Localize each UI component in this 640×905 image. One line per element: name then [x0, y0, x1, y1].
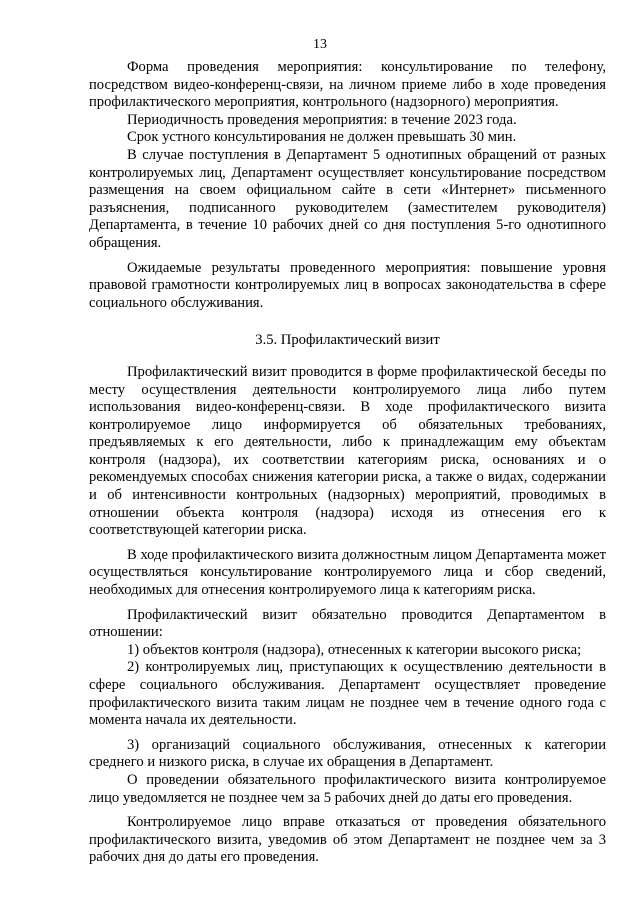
paragraph-similar-requests: В случае поступления в Департамент 5 однотипных обращений от разных контролируемых лиц, Департамент осуществляет консультирование посредством размещения на своем официальном сайте в сети «Интернет» письменного разъяснения, подписанного руководителем (заместителем руководителя) Департамента, в течение 10 рабочих дней со дня поступления 5-го однотипного обращения. [89, 146, 606, 251]
list-item-high-risk: 1) объектов контроля (надзора), отнесенных к категории высокого риска; [127, 641, 582, 658]
paragraph-mandatory-visit: Профилактический визит обязательно проводится Департаментом в отношении: [89, 606, 606, 641]
page-number: 13 [313, 37, 327, 52]
list-item-new-entities: 2) контролируемых лиц, приступающих к осуществлению деятельности в сфере социального обслуживания. Департамент осуществляет проведение профилактического визита таким лицам не позднее чем в течение одного года с момента начала их деятельности. [89, 659, 606, 729]
paragraph-consultation-form: Форма проведения мероприятия: консультирование по телефону, посредством видео-конференц-связи, на личном приеме либо в ходе проведения профилактического мероприятия, контрольного (надзорного) мероприятия. [89, 59, 606, 111]
paragraph-notification: О проведении обязательного профилактического визита контролируемое лицо уведомляется не позднее чем за 5 рабочих дней до даты его проведения. [89, 771, 606, 806]
paragraph-periodicity: Периодичность проведения мероприятия: в течение 2023 года. [127, 111, 517, 128]
paragraph-visit-consulting: В ходе профилактического визита должностным лицом Департамента может осуществляться консультирование контролируемого лица и сбор сведений, необходимых для отнесения контролируемого лица к категориям риска. [89, 546, 606, 599]
list-item-medium-low-risk: 3) организаций социального обслуживания, отнесенных к категории среднего и низкого риска, в случае их обращения в Департамент. [89, 736, 606, 771]
paragraph-refusal: Контролируемое лицо вправе отказаться от проведения обязательного профилактического визита, уведомив об этом Департамент не позднее чем за 3 рабочих дня до даты его проведения. [89, 814, 606, 866]
paragraph-duration: Срок устного консультирования не должен превышать 30 мин. [127, 129, 517, 146]
section-heading: 3.5. Профилактический визит [255, 332, 440, 349]
paragraph-expected-results: Ожидаемые результаты проведенного мероприятия: повышение уровня правовой грамотности контролируемых лиц в вопросах законодательства в сфере социального обслуживания. [89, 259, 606, 311]
document-body [89, 59, 606, 867]
paragraph-visit-description: Профилактический визит проводится в форме профилактической беседы по месту осуществления деятельности контролируемого лица либо путем использования видео-конференц-связи. В ходе профилактического визита контролируемое лицо информируется об обязательных требованиях, предъявляемых к его деятельности, либо к принадлежащим ему объектам контроля (надзора), их соответствии категориям риска, основаниях и о рекомендуемых способах снижения категории риска, а также о видах, содержании и об интенсивности контрольных (надзорных) мероприятий, проводимых в отношении объекта контроля (надзора) исходя из отнесения его к соответствующей категории риска. [89, 363, 606, 539]
